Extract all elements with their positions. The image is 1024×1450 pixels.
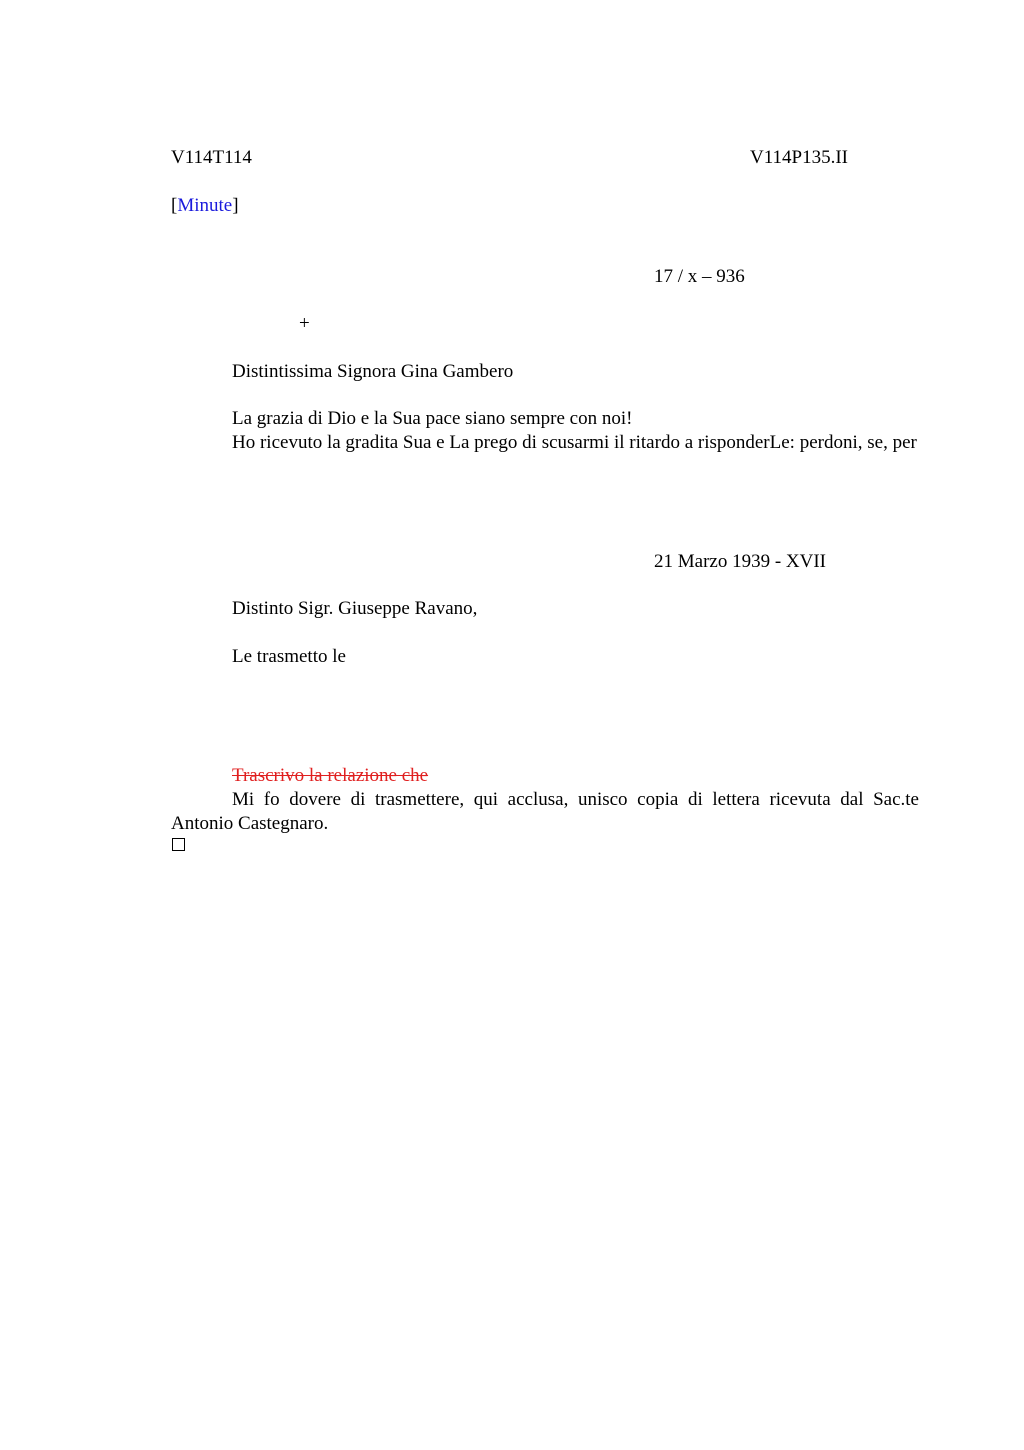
- letter2-opening: Le trasmetto le: [232, 646, 346, 667]
- letter2-body: Mi fo dovere di trasmettere, qui acclusa, unisco copia di lettera ricevuta dal Sac.te Antonio Castegnaro.: [171, 789, 919, 834]
- minute-link[interactable]: Minute: [177, 195, 233, 216]
- letter2-salutation: Distinto Sigr. Giuseppe Ravano,: [232, 598, 478, 619]
- document-code-left: V114T114: [171, 147, 252, 168]
- letter2-date: 21 Marzo 1939 - XVII: [654, 551, 827, 572]
- minute-tag: [171, 194, 239, 218]
- document-code-right: V114P135.II: [750, 147, 848, 168]
- bracket-close: ]: [232, 195, 239, 216]
- bracket-open: [: [171, 195, 178, 216]
- letter1-salutation: Distintissima Signora Gina Gambero: [232, 361, 514, 382]
- letter1-greeting: La grazia di Dio e la Sua pace siano sempre con noi!: [232, 408, 633, 429]
- deleted-text: Trascrivo la relazione che: [232, 765, 429, 786]
- letter1-body: Ho ricevuto la gradita Sua e La prego di scusarmi il ritardo a risponderLe: perdoni, se, per: [232, 432, 917, 453]
- letter1-date: 17 / x – 936: [654, 266, 745, 287]
- checkbox-icon[interactable]: [172, 838, 185, 851]
- cross-symbol: +: [299, 313, 310, 334]
